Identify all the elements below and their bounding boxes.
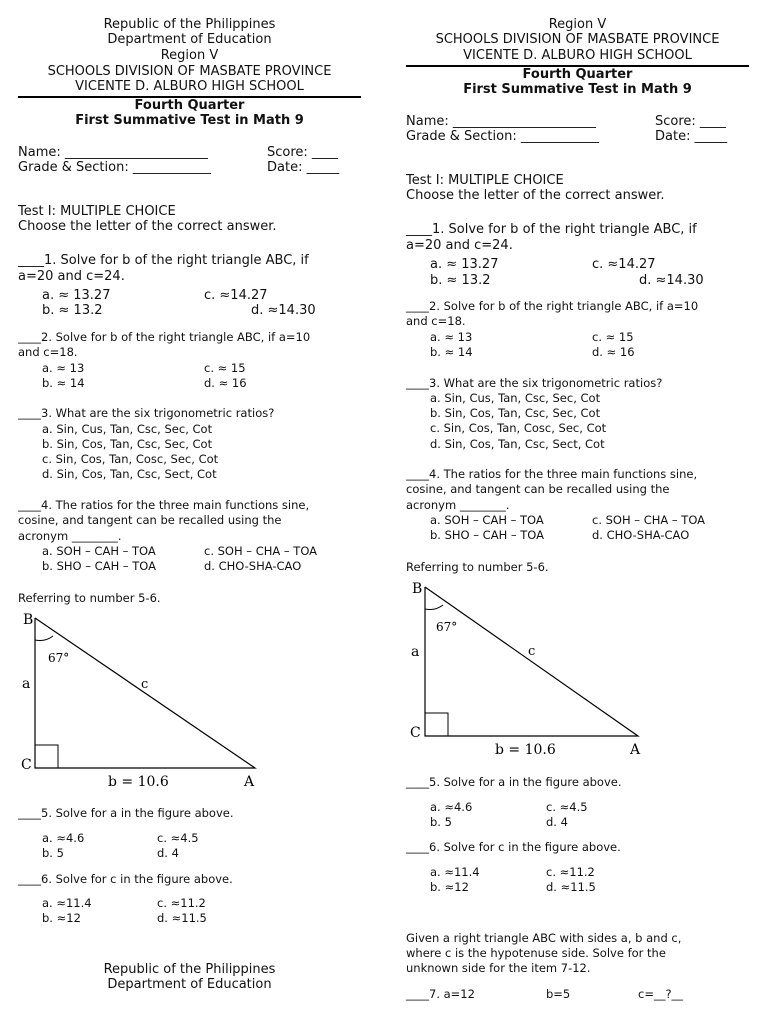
test-label: Test I: MULTIPLE CHOICE xyxy=(406,173,564,188)
footer-republic: Republic of the Philippines xyxy=(103,962,276,977)
score-field[interactable]: Score: ____ xyxy=(267,145,338,160)
date-field[interactable]: Date: _____ xyxy=(267,160,340,175)
vertex-c-label: C xyxy=(410,725,421,741)
q3-choice-a: a. Sin, Cus, Tan, Csc, Sec, Cot xyxy=(430,391,601,405)
question-1-line1: ____1. Solve for b of the right triangle ABC, if xyxy=(18,253,309,268)
name-field[interactable]: Name: ______________________ xyxy=(18,145,208,160)
angle-label: 67° xyxy=(48,651,70,665)
q3-choice-d: d. Sin, Cos, Tan, Csc, Sect, Cot xyxy=(430,437,605,451)
q1-choice-b: b. ≈ 13.2 xyxy=(430,273,491,288)
right-angle-marker xyxy=(425,713,448,736)
q1-choice-c: c. ≈14.27 xyxy=(592,257,656,272)
grade-section-field[interactable]: Grade & Section: ____________ xyxy=(18,160,211,175)
q5-choice-c: c. ≈4.5 xyxy=(157,831,199,845)
q5-choice-b: b. 5 xyxy=(430,815,452,829)
q2-choice-b: b. ≈ 14 xyxy=(430,345,473,359)
header-division: SCHOOLS DIVISION OF MASBATE PROVINCE xyxy=(435,32,720,47)
instruction: Choose the letter of the correct answer. xyxy=(406,188,665,203)
q4-choice-a: a. SOH – CAH – TOA xyxy=(42,544,156,558)
q4-choice-b: b. SHO – CAH – TOA xyxy=(430,528,545,542)
q3-choice-b: b. Sin, Cos, Tan, Csc, Sec, Cot xyxy=(42,437,213,451)
q6-choice-a: a. ≈11.4 xyxy=(430,865,480,879)
vertex-b-label: B xyxy=(23,612,34,628)
q6-choice-b: b. ≈12 xyxy=(430,880,469,894)
question-5: ____5. Solve for a in the figure above. xyxy=(406,775,622,789)
footer-deped: Department of Education xyxy=(107,977,272,992)
q4-choice-c: c. SOH – CHA – TOA xyxy=(592,513,706,527)
q1-choice-a: a. ≈ 13.27 xyxy=(42,288,111,303)
side-c-label: c xyxy=(141,677,149,692)
right-angle-marker xyxy=(35,745,58,768)
q5-choice-c: c. ≈4.5 xyxy=(546,800,588,814)
question-4-line3: acronym ________. xyxy=(18,529,122,543)
question-2-line1: ____2. Solve for b of the right triangle ABC, if a=10 xyxy=(18,330,311,344)
test-title: First Summative Test in Math 9 xyxy=(463,82,692,97)
grade-section-field[interactable]: Grade & Section: ____________ xyxy=(406,129,599,144)
header-region: Region V xyxy=(548,17,607,32)
q6-choice-d: d. ≈11.5 xyxy=(546,880,596,894)
q4-choice-d: d. CHO-SHA-CAO xyxy=(204,559,302,573)
test-label: Test I: MULTIPLE CHOICE xyxy=(18,204,176,219)
question-1-line1: ____1. Solve for b of the right triangle ABC, if xyxy=(406,222,697,237)
question-4-line2: cosine, and tangent can be recalled using the xyxy=(18,513,282,527)
angle-arc xyxy=(425,605,443,610)
q7-side-b: b=5 xyxy=(546,987,571,1001)
question-4-line1: ____4. The ratios for the three main functions sine, xyxy=(406,467,698,481)
q2-choice-b: b. ≈ 14 xyxy=(42,376,85,390)
given-instruction-line2: where c is the hypotenuse side. Solve for the xyxy=(406,946,666,960)
question-1-line2: a=20 and c=24. xyxy=(406,238,513,253)
q5-choice-a: a. ≈4.6 xyxy=(42,831,85,845)
question-4-line2: cosine, and tangent can be recalled using the xyxy=(406,482,670,496)
header-division: SCHOOLS DIVISION OF MASBATE PROVINCE xyxy=(47,64,332,79)
vertex-a-label: A xyxy=(244,774,255,788)
q6-choice-d: d. ≈11.5 xyxy=(157,911,207,925)
question-6: ____6. Solve for c in the figure above. xyxy=(406,840,621,854)
q2-choice-d: d. ≈ 16 xyxy=(204,376,247,390)
q1-choice-d: d. ≈14.30 xyxy=(251,303,316,318)
header-deped: Department of Education xyxy=(107,32,272,47)
q6-choice-a: a. ≈11.4 xyxy=(42,896,92,910)
question-5: ____5. Solve for a in the figure above. xyxy=(18,806,234,820)
question-3: ____3. What are the six trigonometric ratios? xyxy=(18,406,275,420)
date-field[interactable]: Date: _____ xyxy=(655,129,728,144)
q2-choice-a: a. ≈ 13 xyxy=(430,330,473,344)
quarter-title: Fourth Quarter xyxy=(522,67,633,82)
side-c-label: c xyxy=(528,644,536,659)
side-a-label: a xyxy=(411,644,420,660)
given-instruction-line3: unknown side for the item 7-12. xyxy=(406,961,591,975)
question-3: ____3. What are the six trigonometric ratios? xyxy=(406,376,663,390)
question-2-line2: and c=18. xyxy=(406,314,466,328)
test-title: First Summative Test in Math 9 xyxy=(75,113,304,128)
angle-label: 67° xyxy=(436,620,458,634)
right-triangle-figure xyxy=(406,579,646,757)
q4-choice-d: d. CHO-SHA-CAO xyxy=(592,528,690,542)
question-4-line1: ____4. The ratios for the three main functions sine, xyxy=(18,498,310,512)
q6-choice-b: b. ≈12 xyxy=(42,911,81,925)
q6-choice-c: c. ≈11.2 xyxy=(546,865,595,879)
q4-choice-b: b. SHO – CAH – TOA xyxy=(42,559,157,573)
q5-choice-a: a. ≈4.6 xyxy=(430,800,473,814)
right-triangle-figure xyxy=(18,610,258,788)
instruction: Choose the letter of the correct answer. xyxy=(18,219,277,234)
reference-note: Referring to number 5-6. xyxy=(18,591,161,605)
question-6: ____6. Solve for c in the figure above. xyxy=(18,872,233,886)
angle-arc xyxy=(35,636,53,641)
triangle-outline xyxy=(425,587,638,736)
question-7: ____7. a=12 xyxy=(406,987,475,1001)
q5-choice-b: b. 5 xyxy=(42,846,64,860)
vertex-a-label: A xyxy=(630,742,641,757)
q1-choice-d: d. ≈14.30 xyxy=(639,273,704,288)
q3-choice-b: b. Sin, Cos, Tan, Csc, Sec, Cot xyxy=(430,406,601,420)
score-field[interactable]: Score: ____ xyxy=(655,114,726,129)
side-b-label: b = 10.6 xyxy=(495,742,556,757)
header-school: VICENTE D. ALBURO HIGH SCHOOL xyxy=(463,48,692,63)
q1-choice-c: c. ≈14.27 xyxy=(204,288,268,303)
reference-note: Referring to number 5-6. xyxy=(406,560,549,574)
q2-choice-c: c. ≈ 15 xyxy=(204,361,246,375)
name-field[interactable]: Name: ______________________ xyxy=(406,114,596,129)
q5-choice-d: d. 4 xyxy=(157,846,179,860)
triangle-outline xyxy=(35,618,255,768)
q2-choice-a: a. ≈ 13 xyxy=(42,361,85,375)
side-b-label: b = 10.6 xyxy=(108,774,169,788)
vertex-b-label: B xyxy=(412,581,423,597)
side-a-label: a xyxy=(22,676,31,692)
quarter-title: Fourth Quarter xyxy=(134,98,245,113)
header-republic: Republic of the Philippines xyxy=(103,17,276,32)
q4-choice-c: c. SOH – CHA – TOA xyxy=(204,544,318,558)
question-1-line2: a=20 and c=24. xyxy=(18,269,125,284)
q1-choice-a: a. ≈ 13.27 xyxy=(430,257,499,272)
given-instruction-line1: Given a right triangle ABC with sides a, b and c, xyxy=(406,931,682,945)
q2-choice-d: d. ≈ 16 xyxy=(592,345,635,359)
q4-choice-a: a. SOH – CAH – TOA xyxy=(430,513,544,527)
q1-choice-b: b. ≈ 13.2 xyxy=(42,303,103,318)
header-region: Region V xyxy=(160,48,219,63)
question-2-line1: ____2. Solve for b of the right triangle ABC, if a=10 xyxy=(406,299,699,313)
q6-choice-c: c. ≈11.2 xyxy=(157,896,206,910)
question-4-line3: acronym ________. xyxy=(406,498,510,512)
q3-choice-a: a. Sin, Cus, Tan, Csc, Sec, Cot xyxy=(42,422,213,436)
vertex-c-label: C xyxy=(21,757,32,773)
q2-choice-c: c. ≈ 15 xyxy=(592,330,634,344)
q3-choice-d: d. Sin, Cos, Tan, Csc, Sect, Cot xyxy=(42,467,217,481)
q5-choice-d: d. 4 xyxy=(546,815,568,829)
header-school: VICENTE D. ALBURO HIGH SCHOOL xyxy=(75,79,304,94)
question-2-line2: and c=18. xyxy=(18,345,78,359)
q3-choice-c: c. Sin, Cos, Tan, Cosc, Sec, Cot xyxy=(430,421,607,435)
q3-choice-c: c. Sin, Cos, Tan, Cosc, Sec, Cot xyxy=(42,452,219,466)
q7-side-c: c=__?__ xyxy=(638,987,684,1001)
